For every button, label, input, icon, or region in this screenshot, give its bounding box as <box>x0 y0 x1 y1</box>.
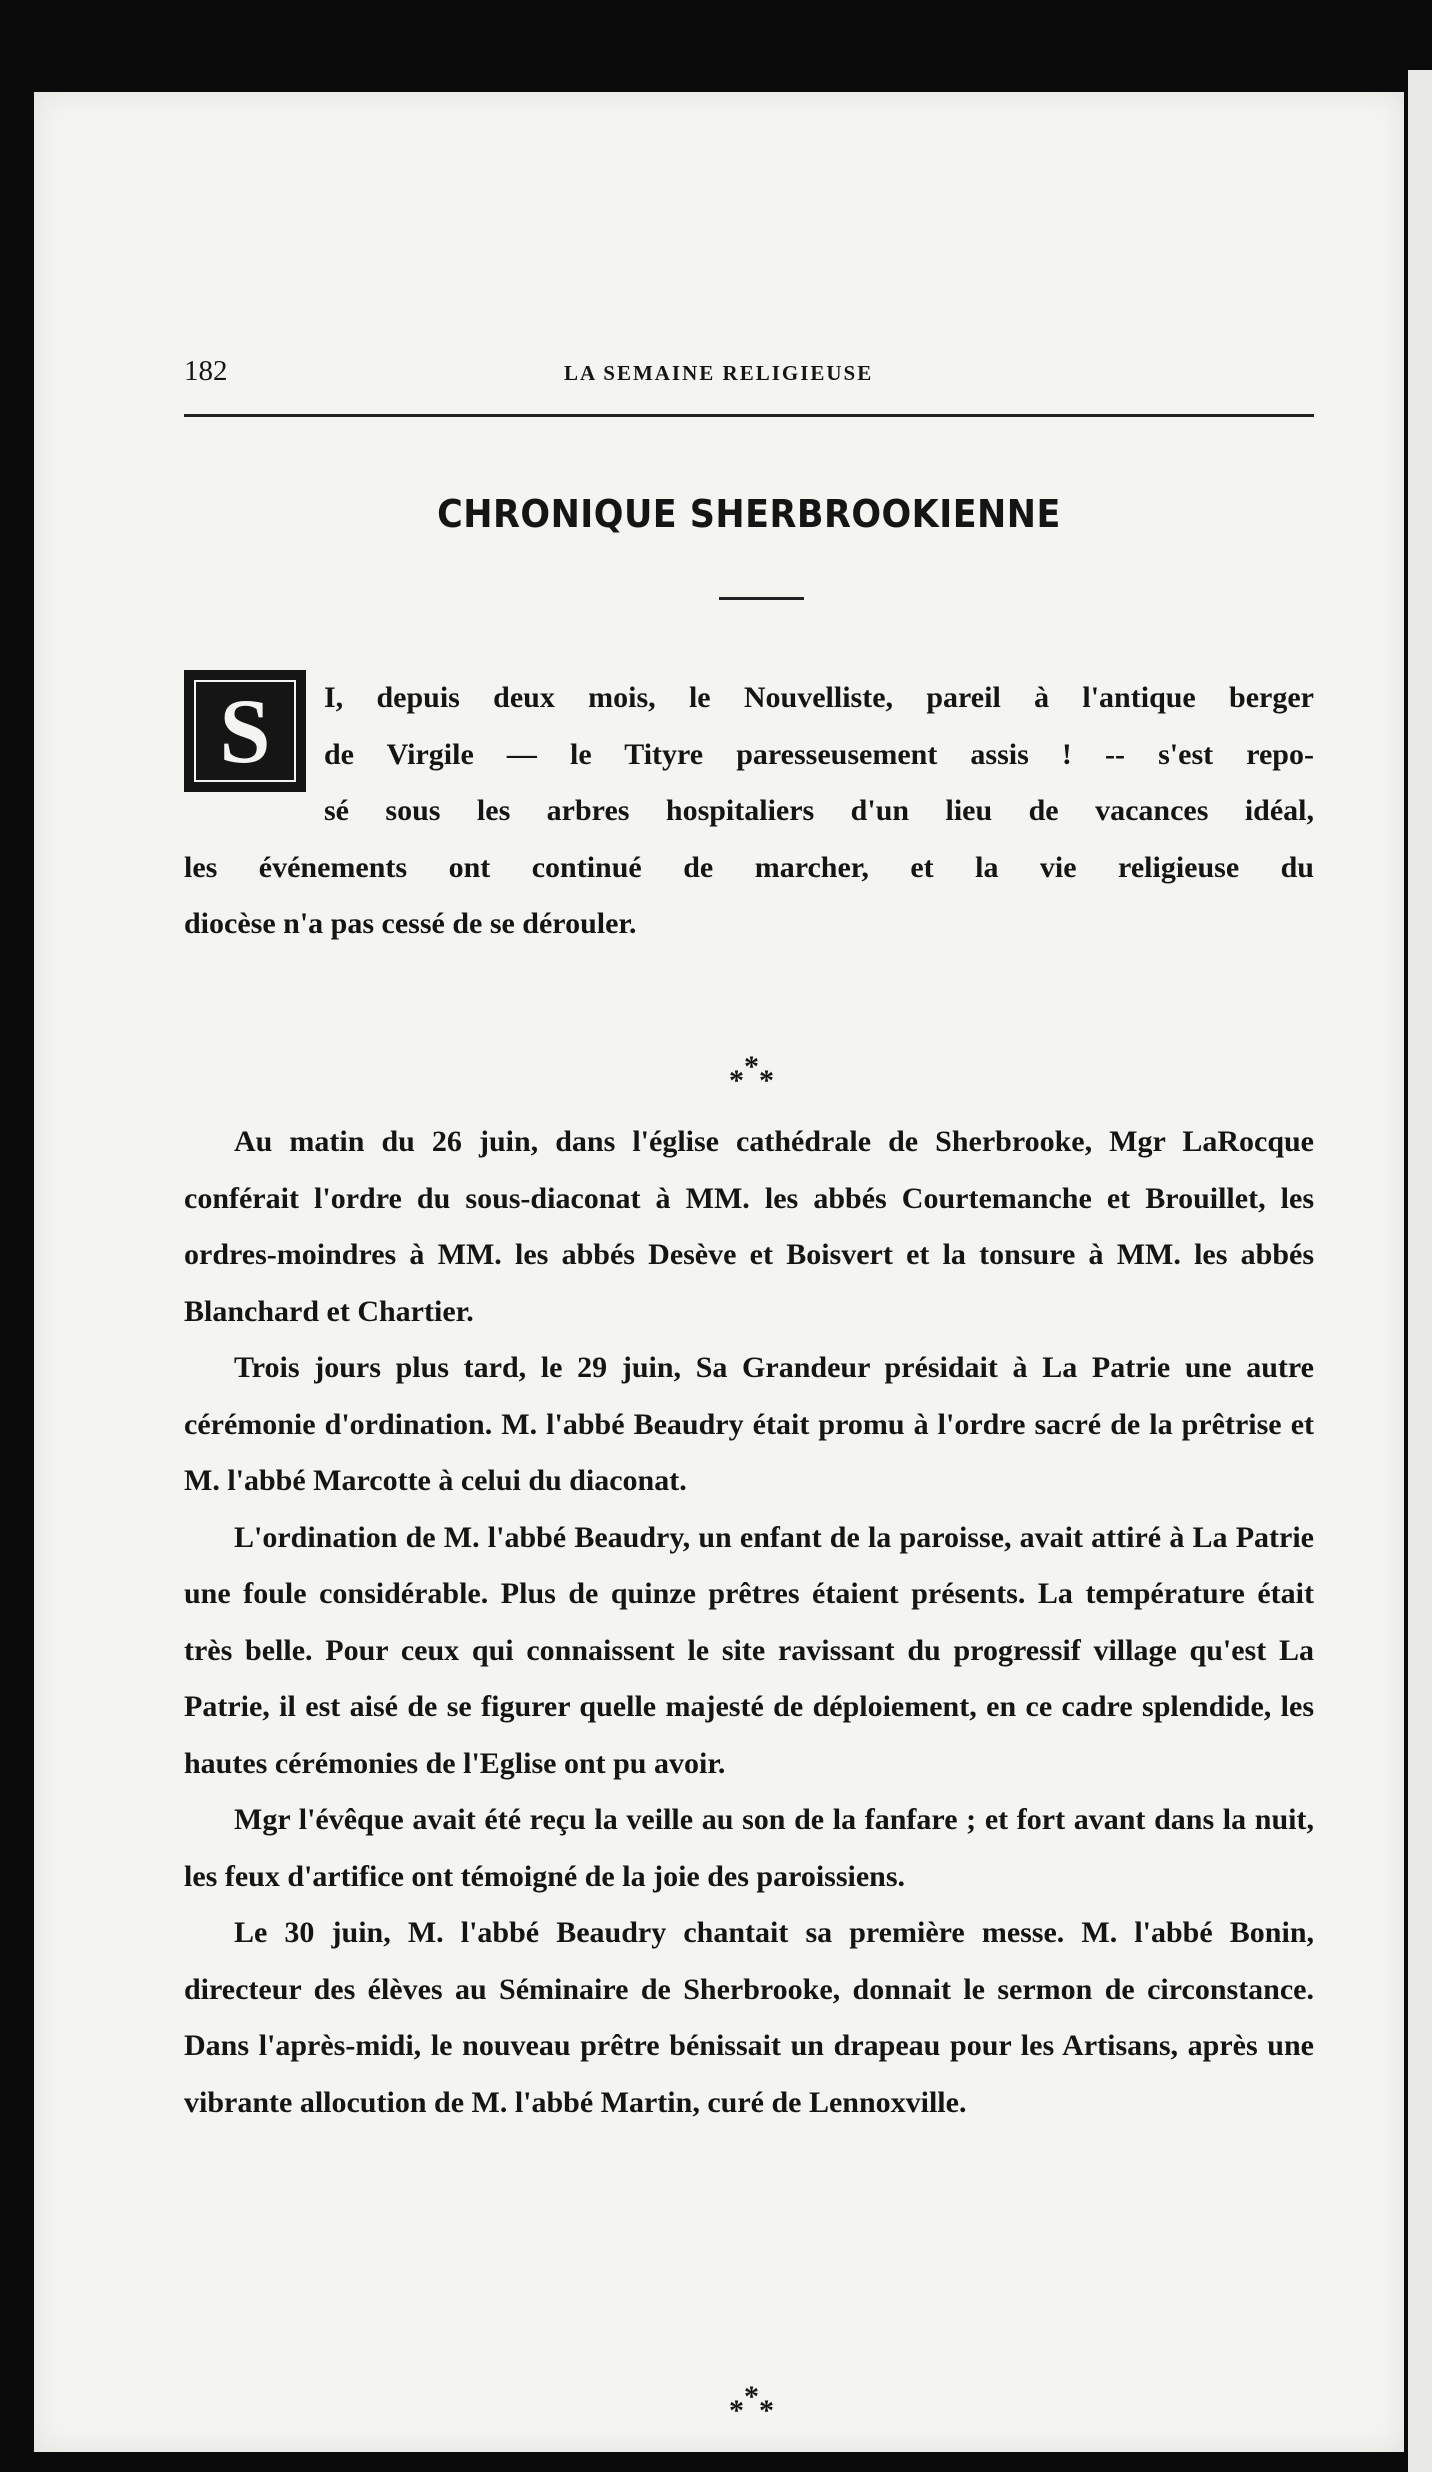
intro-line: les événements ont continué de marcher, et la vie religieuse du <box>184 850 1314 884</box>
title-rule <box>719 597 804 600</box>
book-page <box>34 92 1404 2452</box>
adjacent-page-edge <box>1408 70 1432 2472</box>
intro-line: diocèse n'a pas cessé de se dérouler. <box>184 907 637 940</box>
header-rule <box>184 414 1314 417</box>
body-paragraph: Trois jours plus tard, le 29 juin, Sa Grandeur présidait à La Patrie une autre cérémonie d'ordination. M. l'abbé Beaudry était promu à l'ordre sacré de la prêtrise et M. l'abbé Marcotte à celui du diaconat. <box>184 1351 1314 1497</box>
intro-paragraph <box>184 670 1314 953</box>
dropcap-letter: S <box>194 680 296 782</box>
asterism-ornament: * * * <box>729 2380 774 2427</box>
body-paragraph: Au matin du 26 juin, dans l'église cathédrale de Sherbrooke, Mgr LaRocque conférait l'ordre du sous-diaconat à MM. les abbés Courtemanche et Brouillet, les ordres-moindres à MM. les abbés Desève et Boisvert et la tonsure à MM. les abbés Blanchard et Chartier. <box>184 1125 1314 1328</box>
section-separator <box>184 1052 1314 1098</box>
intro-line: de Virgile — le Tityre paresseusement assis ! -- s'est repo- <box>324 737 1314 771</box>
body-paragraph: Mgr l'évêque avait été reçu la veille au son de la fanfare ; et fort avant dans la nuit, les feux d'artifice ont témoigné de la joie des paroissiens. <box>184 1803 1314 1893</box>
page-number: 182 <box>184 355 228 387</box>
asterism-ornament: * * * <box>729 1050 774 1097</box>
intro-line: I, depuis deux mois, le Nouvelliste, pareil à l'antique berger <box>324 681 1314 714</box>
running-header <box>184 355 1314 395</box>
intro-line: sé sous les arbres hospitaliers d'un lieu de vacances idéal, <box>324 794 1314 827</box>
body-paragraph: L'ordination de M. l'abbé Beaudry, un enfant de la paroisse, avait attiré à La Patrie une foule considérable. Plus de quinze prêtres étaient présents. La température était très belle. Pour ceux qui connaissent le site ravissant du progressif village qu'est La Patrie, il est aisé de se figurer quelle majesté de déploiement, en ce cadre splendide, les hautes cérémonies de l'Eglise ont pu avoir. <box>184 1520 1314 1780</box>
article-body <box>184 1114 1314 2131</box>
article-title: CHRONIQUE SHERBROOKIENNE <box>437 492 1061 536</box>
section-separator-bottom <box>184 2382 1314 2428</box>
running-title: LA SEMAINE RELIGIEUSE <box>564 361 874 385</box>
body-paragraph: Le 30 juin, M. l'abbé Beaudry chantait sa première messe. M. l'abbé Bonin, directeur des élèves au Séminaire de Sherbrooke, donnait le sermon de circonstance. Dans l'après-midi, le nouveau prêtre bénissait un drapeau pour les Artisans, après une vibrante allocution de M. l'abbé Martin, curé de Lennoxville. <box>184 1916 1314 2119</box>
